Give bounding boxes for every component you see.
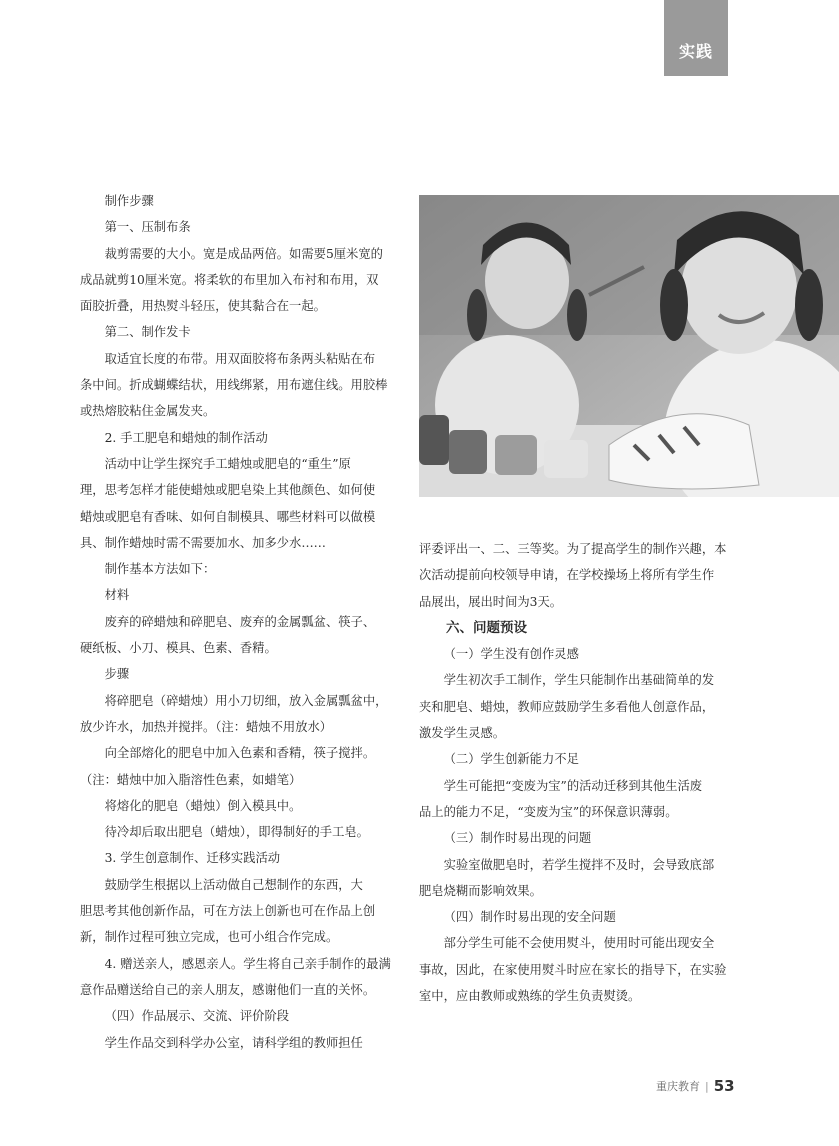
subheading: （一）学生没有创作灵感 xyxy=(443,647,579,662)
text-line: 制作步骤 xyxy=(104,194,154,208)
text-line: 裁剪需要的大小。宽是成品两倍。如需要5厘米宽的 xyxy=(104,246,383,261)
text-line: 或热熔胶粘住金属发夹。 xyxy=(80,404,216,419)
text-line: 放少许水，加热并搅拌。（注：蜡烛不用放水） xyxy=(80,719,333,734)
text-line: 取适宜长度的布带。用双面胶将布条两头粘贴在布 xyxy=(104,351,376,366)
section-heading: 六、问题预设 xyxy=(446,619,527,636)
text-line: 品上的能力不足，“变废为宝”的环保意识薄弱。 xyxy=(419,804,678,819)
text-line: 次活动提前向校领导申请，在学校操场上将所有学生作 xyxy=(419,568,715,583)
text-line: 室中，应由教师或熟练的学生负责熨烫。 xyxy=(419,989,641,1004)
subheading: （二）学生创新能力不足 xyxy=(443,752,579,767)
right-column xyxy=(419,536,731,1009)
text-line: 第一、压制布条 xyxy=(104,220,191,235)
text-line: 意作品赠送给自己的亲人朋友，感谢他们一直的关怀。 xyxy=(80,982,376,997)
footer-divider: | xyxy=(705,1079,709,1093)
text-line: 硬纸板、小刀、模具、色素、香精。 xyxy=(80,641,277,656)
page-footer xyxy=(656,1077,735,1095)
text-line: 肥皂烧糊而影响效果。 xyxy=(419,883,542,898)
text-line: 将熔化的肥皂（蜡烛）倒入模具中。 xyxy=(104,798,302,813)
text-line: 评委评出一、二、三等奖。为了提高学生的制作兴趣，本 xyxy=(419,542,727,556)
text-line: 3. 学生创意制作、迁移实践活动 xyxy=(104,851,281,866)
subheading: （四）制作时易出现的安全问题 xyxy=(443,910,616,925)
text-line: 蜡烛或肥皂有香味、如何自制模具、哪些材料可以做模 xyxy=(80,509,376,524)
text-line: 理，思考怎样才能使蜡烛或肥皂染上其他颜色、如何使 xyxy=(80,483,376,498)
page-number: 53 xyxy=(713,1077,735,1095)
text-line: 条中间。折成蝴蝶结状，用线绑紧，用布遮住线。用胶棒 xyxy=(80,378,388,393)
text-line: 成品就剪10厘米宽。将柔软的布里加入布衬和布用，双 xyxy=(80,272,379,287)
subheading: （三）制作时易出现的问题 xyxy=(443,831,592,846)
text-line: 激发学生灵感。 xyxy=(419,726,506,741)
text-line: 学生可能把“变废为宝”的活动迁移到其他生活废 xyxy=(443,778,703,793)
text-line: 学生初次手工制作，学生只能制作出基础简单的发 xyxy=(443,673,715,688)
text-line: 2. 手工肥皂和蜡烛的制作活动 xyxy=(104,430,268,445)
text-line: 待冷却后取出肥皂（蜡烛），即得制好的手工皂。 xyxy=(104,825,369,840)
text-line: （注：蜡烛中加入脂溶性色素，如蜡笔） xyxy=(80,772,302,787)
text-line: 向全部熔化的肥皂中加入色素和香精，筷子搅拌。 xyxy=(104,746,376,761)
text-line: 夹和肥皂、蜡烛，教师应鼓励学生多看他人创意作品， xyxy=(419,699,715,714)
text-line: 事故，因此，在家使用熨斗时应在家长的指导下，在实验 xyxy=(419,962,727,977)
text-line: 第二、制作发卡 xyxy=(104,325,191,340)
text-line: 废弃的碎蜡烛和碎肥皂、废弃的金属瓢盆、筷子、 xyxy=(104,614,376,629)
text-line: 材料 xyxy=(104,588,130,603)
left-column xyxy=(80,188,392,1056)
text-line: 活动中让学生探究手工蜡烛或肥皂的“重生”原 xyxy=(104,456,351,471)
text-line: 学生作品交到科学办公室，请科学组的教师担任 xyxy=(104,1035,363,1050)
subheading: （四）作品展示、交流、评价阶段 xyxy=(104,1009,290,1024)
journal-name: 重庆教育 xyxy=(656,1080,700,1093)
text-line: 胆思考其他创新作品，可在方法上创新也可在作品上创 xyxy=(80,904,376,919)
text-line: 品展出，展出时间为3天。 xyxy=(419,594,563,609)
text-line: 具、制作蜡烛时需不需要加水、加多少水…… xyxy=(80,535,326,550)
section-tab: 实践 xyxy=(664,0,728,76)
text-line: 鼓励学生根据以上活动做自己想制作的东西，大 xyxy=(104,877,363,892)
text-line: 制作基本方法如下： xyxy=(104,562,216,577)
text-line: 步骤 xyxy=(104,667,130,682)
text-line: 将碎肥皂（碎蜡烛）用小刀切细，放入金属瓢盆中， xyxy=(104,693,388,708)
text-line: 面胶折叠，用热熨斗轻压，使其黏合在一起。 xyxy=(80,299,326,314)
text-line: 部分学生可能不会使用熨斗，使用时可能出现安全 xyxy=(443,936,715,951)
text-line: 实验室做肥皂时，若学生搅拌不及时，会导致底部 xyxy=(443,857,715,872)
text-line: 新，制作过程可独立完成，也可小组合作完成。 xyxy=(80,930,339,945)
text-line: 4. 赠送亲人，感恩亲人。学生将自己亲手制作的最满 xyxy=(104,956,391,971)
photo-girls-painting xyxy=(419,195,839,497)
